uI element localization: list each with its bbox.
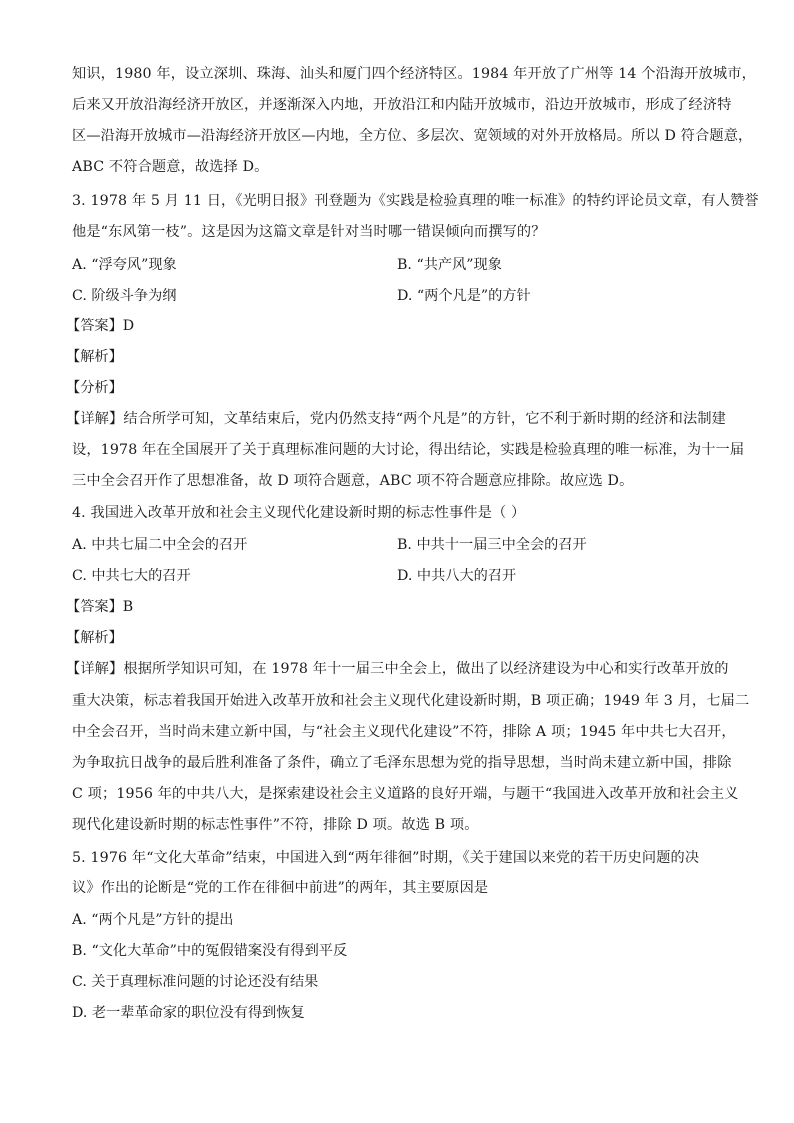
q3-stem-line-1: 3. 1978 年 5 月 11 日，《光明日报》刊登题为《实践是检验真理的唯一标准》的特约评论员文章，有人赞誉	[72, 193, 759, 209]
q3-fenxi-label: 【分析】	[66, 380, 123, 396]
q3-option-c: C. 阶级斗争为纲	[72, 288, 177, 304]
q3-option-d: D. “两个凡是”的方针	[397, 288, 531, 304]
q4-detail-line-1: 【详解】根据所学知识可知，在 1978 年十一届三中全会上，做出了以经济建设为中心和实行改革开放的	[66, 661, 729, 677]
q5-option-b: B. “文化大革命”中的冤假错案没有得到平反	[72, 943, 348, 959]
q3-answer: 【答案】D	[66, 318, 135, 334]
q5-option-a: A. “两个凡是”方针的提出	[72, 912, 234, 928]
q4-option-b: B. 中共十一届三中全会的召开	[397, 537, 587, 553]
intro-line-3: 区—沿海开放城市—沿海经济开放区—内地，全方位、多层次、宽领域的对外开放格局。所以 D 符合题意，	[72, 128, 753, 144]
q4-analysis-label: 【解析】	[66, 630, 123, 646]
intro-line-1: 知识，1980 年，设立深圳、珠海、汕头和厦门四个经济特区。1984 年开放了广州等 14 个沿海开放城市，	[72, 66, 756, 82]
q3-detail-line-3: 三中全会召开作了思想准备，故 D 项符合题意，ABC 项不符合题意应排除。故应选 D。	[72, 473, 634, 489]
q4-detail-line-6: 现代化建设新时期的标志性事件”不符，排除 D 项。故选 B 项。	[72, 817, 479, 833]
q5-stem-line-1: 5. 1976 年“文化大革命”结束，中国进入到“两年徘徊”时期，《关于建国以来党的若干历史问题的决	[72, 850, 700, 866]
q5-option-c: C. 关于真理标准问题的讨论还没有结果	[72, 974, 319, 990]
q4-stem: 4. 我国进入改革开放和社会主义现代化建设新时期的标志性事件是（ ）	[72, 505, 526, 521]
q4-option-c: C. 中共七大的召开	[72, 568, 191, 584]
q3-analysis-label: 【解析】	[66, 349, 123, 365]
q4-detail-line-3: 中全会召开，当时尚未建立新中国，与“社会主义现代化建设”不符，排除 A 项；1945 年中共七大召开，	[72, 724, 736, 740]
q3-option-a: A. “浮夸风”现象	[72, 257, 177, 273]
q4-option-a: A. 中共七届二中全会的召开	[72, 537, 248, 553]
q3-detail-line-1: 【详解】结合所学可知，文革结束后，党内仍然支持“两个凡是”的方针，它不利于新时期的经济和法制建	[66, 411, 726, 427]
q3-stem-line-2: 他是“东风第一枝”。这是因为这篇文章是针对当时哪一错误倾向而撰写的？	[72, 224, 546, 240]
q4-option-d: D. 中共八大的召开	[397, 568, 517, 584]
q5-stem-line-2: 议》作出的论断是“党的工作在徘徊中前进”的两年，其主要原因是	[72, 880, 489, 896]
q3-option-b: B. “共产风”现象	[397, 257, 502, 273]
q4-answer: 【答案】B	[66, 599, 134, 615]
q4-detail-line-5: C 项；1956 年的中共八大，是探索建设社会主义道路的良好开端，与题干“我国进入改革开放和社会主义	[72, 786, 739, 802]
q4-detail-line-2: 重大决策，标志着我国开始进入改革开放和社会主义现代化建设新时期，B 项正确；1949 年 3 月，七届二	[72, 693, 750, 709]
intro-line-4: ABC 不符合题意，故选择 D。	[72, 159, 269, 175]
q3-detail-line-2: 设，1978 年在全国展开了关于真理标准问题的大讨论，得出结论，实践是检验真理的唯一标准，为十一届	[72, 442, 745, 458]
q5-option-d: D. 老一辈革命家的职位没有得到恢复	[72, 1005, 305, 1021]
q4-detail-line-4: 为争取抗日战争的最后胜利准备了条件，确立了毛泽东思想为党的指导思想，当时尚未建立新中国，排除	[72, 755, 732, 771]
intro-line-2: 后来又开放沿海经济开放区，并逐渐深入内地，开放沿江和内陆开放城市，沿边开放城市，形成了经济特	[72, 97, 732, 113]
